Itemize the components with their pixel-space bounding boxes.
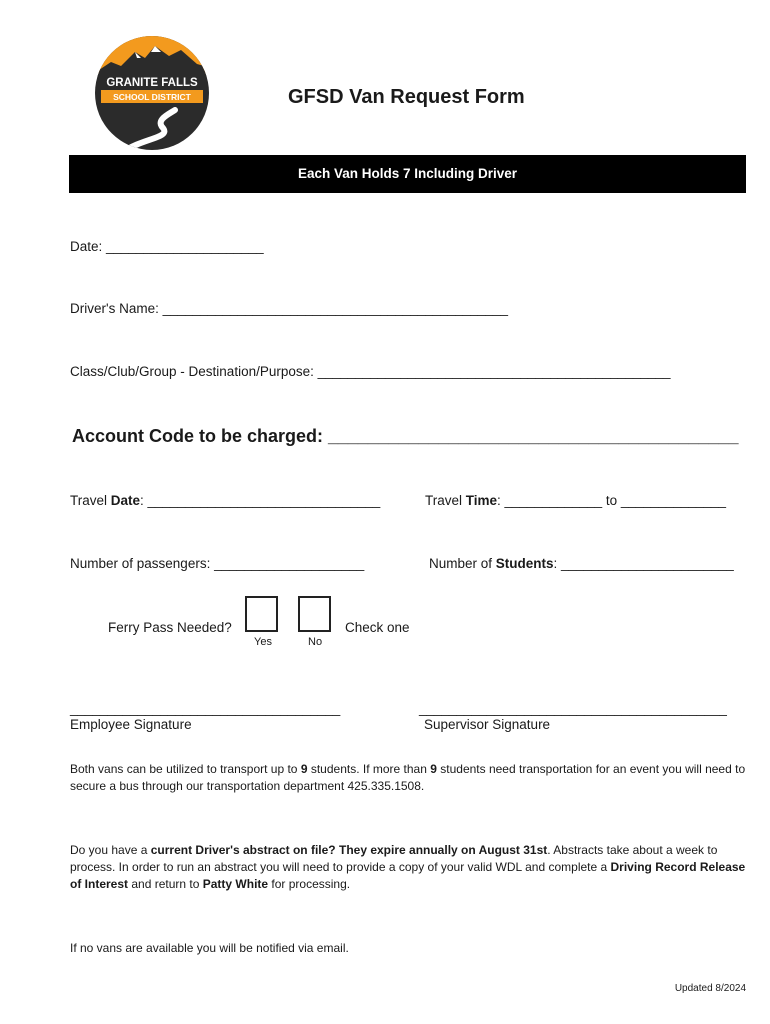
- banner-text: Each Van Holds 7 Including Driver: [297, 166, 518, 181]
- employee-signature-line[interactable]: ____________________________________: [70, 701, 341, 716]
- account-code-field[interactable]: Account Code to be charged: _________________________________________: [72, 426, 739, 446]
- p2-a: Do you have a: [70, 843, 151, 857]
- p2-e: . Abstracts take about a week to process. In order to run an abstract you will need to provide a copy of your valid WDL and complete a: [70, 843, 718, 874]
- check-one-label: Check one: [345, 620, 410, 635]
- p2-f: Driving Record Release of Interest: [70, 860, 746, 891]
- page-title: GFSD Van Request Form: [288, 86, 525, 108]
- driver-abstract-note: [70, 842, 750, 893]
- travel-date-field[interactable]: [70, 493, 380, 508]
- district-logo: [93, 34, 211, 152]
- date-field[interactable]: Date: _____________________: [70, 239, 264, 254]
- ferry-yes-checkbox[interactable]: [245, 596, 278, 632]
- travel-date-line: : _______________________________: [140, 493, 381, 508]
- travel-time-field[interactable]: [425, 493, 726, 508]
- capacity-banner: [69, 155, 746, 193]
- travel-date-bold: Date: [110, 493, 141, 508]
- passengers-field[interactable]: Number of passengers: ____________________: [70, 556, 365, 571]
- travel-time-line: : _____________ to ______________: [497, 493, 727, 508]
- students-pre: Number of: [429, 556, 496, 571]
- driver-name-field[interactable]: Driver's Name: ______________________________________________: [70, 301, 508, 316]
- updated-date: Updated 8/2024: [674, 983, 746, 994]
- van-capacity-note: [70, 761, 750, 795]
- ferry-no-checkbox[interactable]: [298, 596, 331, 632]
- travel-time-bold: Time: [465, 493, 498, 508]
- supervisor-signature-label: Supervisor Signature: [424, 717, 551, 732]
- p1-d: 9: [430, 762, 437, 776]
- p2-g: and return to: [128, 877, 203, 891]
- employee-signature-label: Employee Signature: [70, 717, 192, 732]
- p1-a: Both vans can be utilized to transport up to: [70, 762, 301, 776]
- yes-label: Yes: [254, 636, 272, 648]
- class-purpose-field[interactable]: Class/Club/Group - Destination/Purpose: _______________________________________________: [70, 364, 671, 379]
- travel-time-pre: Travel: [425, 493, 466, 508]
- p1-e: students need transportation for an event you will need to secure a bus through our transportation department 425.335.1508.: [70, 762, 746, 793]
- students-field[interactable]: [429, 556, 734, 571]
- ferry-pass-label: Ferry Pass Needed?: [108, 620, 232, 635]
- p2-i: for processing.: [268, 877, 351, 891]
- students-line: : _______________________: [553, 556, 734, 571]
- p1-c: students. If more than: [307, 762, 431, 776]
- travel-date-pre: Travel: [70, 493, 111, 508]
- p2-b: current Driver's abstract on file?: [150, 843, 336, 857]
- logo-line2: SCHOOL DISTRICT: [113, 92, 191, 102]
- p2-h: Patty White: [202, 877, 269, 891]
- p1-b: 9: [300, 762, 308, 776]
- supervisor-signature-line[interactable]: _________________________________________: [419, 701, 727, 716]
- no-label: No: [308, 636, 323, 648]
- students-bold: Students: [495, 556, 554, 571]
- logo-line1: GRANITE FALLS: [106, 77, 198, 89]
- availability-note: If no vans are available you will be notified via email.: [70, 941, 349, 955]
- p2-d: They expire annually on August 31st: [338, 843, 548, 857]
